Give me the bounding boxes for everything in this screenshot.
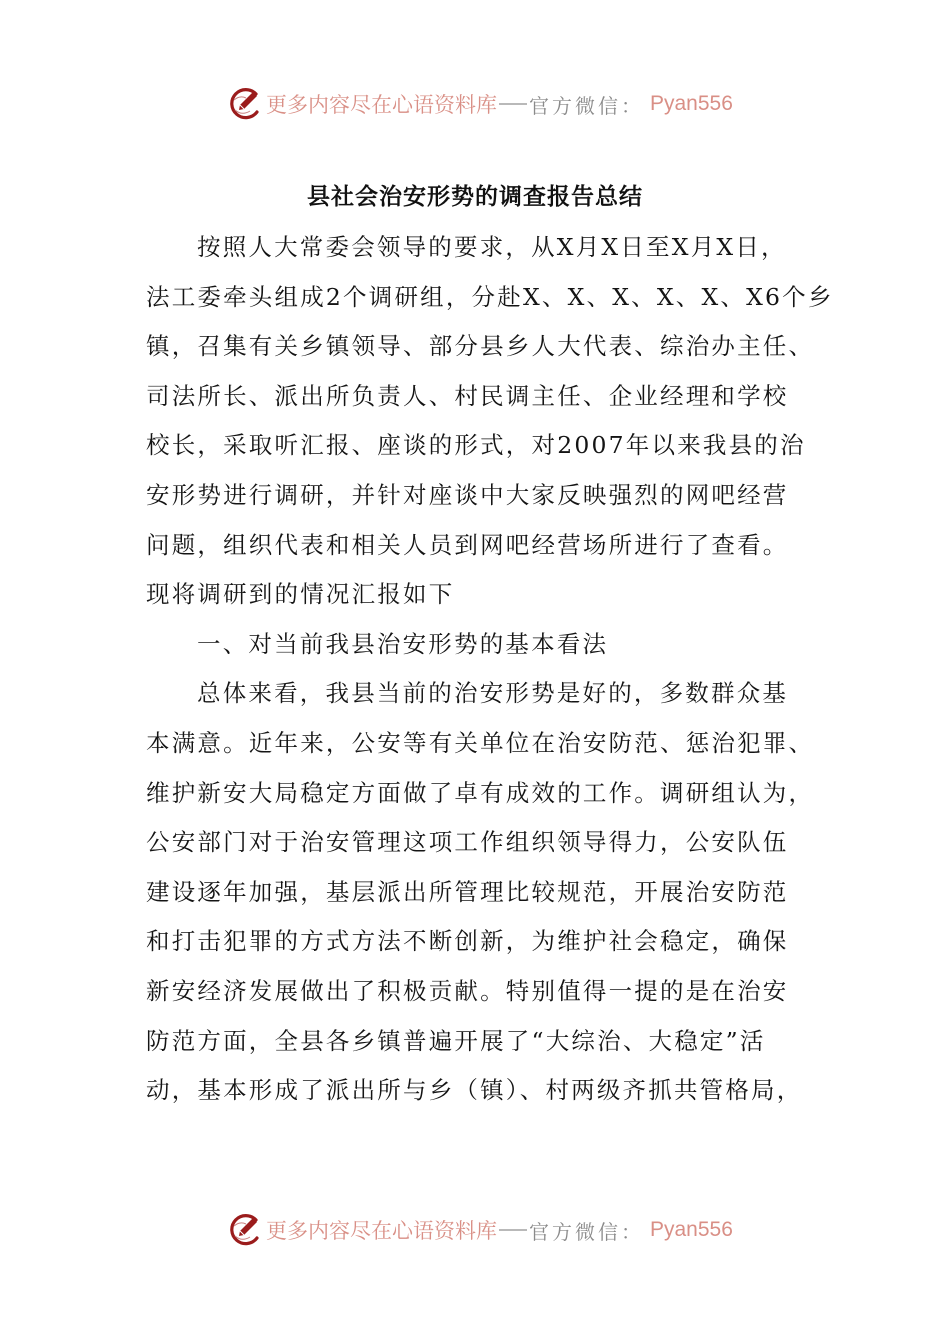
watermark-dash [499, 1229, 527, 1231]
body-line: 和打击犯罪的方式方法不断创新，为维护社会稳定，确保 [146, 927, 789, 956]
watermark-wechat-label: 官方微信： [529, 93, 644, 118]
body-line: 按照人大常委会领导的要求，从X月X日至X月X日， [197, 233, 787, 261]
header-watermark [226, 84, 746, 124]
footer-watermark [226, 1210, 746, 1250]
body-line: 安形势进行调研，并针对座谈中大家反映强烈的网吧经营 [146, 480, 789, 509]
body-line: 现将调研到的情况汇报如下 [146, 580, 455, 609]
document-title: 县社会治安形势的调查报告总结 [307, 184, 643, 210]
watermark-library-text: 更多内容尽在心语资料库 [266, 93, 497, 117]
body-line: 维护新安大局稳定方面做了卓有成效的工作。调研组认为， [146, 778, 815, 807]
body-line: 校长，采取听汇报、座谈的形式，对2007年以来我县的治 [146, 431, 806, 460]
body-line: 法工委牵头组成2个调研组，分赴X、X、X、X、X、X6个乡 [146, 282, 834, 311]
watermark-library-text: 更多内容尽在心语资料库 [266, 1219, 497, 1243]
watermark-dash [499, 103, 527, 105]
body-line: 防范方面，全县各乡镇普遍开展了“大综治、大稳定”活 [146, 1026, 766, 1055]
watermark-wechat-label: 官方微信： [529, 1219, 644, 1244]
body-line: 镇，召集有关乡镇领导、部分县乡人大代表、综治办主任、 [146, 332, 815, 361]
section-heading: 一、对当前我县治安形势的基本看法 [197, 629, 609, 658]
pen-circle-logo-icon [226, 86, 262, 122]
body-line: 建设逐年加强，基层派出所管理比较规范，开展治安防范 [146, 877, 789, 906]
body-line: 本满意。近年来，公安等有关单位在治安防范、惩治犯罪、 [146, 728, 815, 757]
body-line: 新安经济发展做出了积极贡献。特别值得一提的是在治安 [146, 976, 789, 1005]
body-line: 公安部门对于治安管理这项工作组织领导得力，公安队伍 [146, 828, 789, 857]
body-line: 动，基本形成了派出所与乡（镇）、村两级齐抓共管格局， [146, 1076, 803, 1105]
body-line: 问题，组织代表和相关人员到网吧经营场所进行了查看。 [146, 530, 789, 559]
document-body [146, 223, 834, 1116]
watermark-wechat-id: Pyan556 [650, 92, 733, 115]
body-line: 总体来看，我县当前的治安形势是好的，多数群众基 [197, 679, 789, 708]
watermark-wechat-id: Pyan556 [650, 1218, 733, 1241]
pen-circle-logo-icon [226, 1212, 262, 1248]
body-line: 司法所长、派出所负责人、村民调主任、企业经理和学校 [146, 381, 789, 410]
